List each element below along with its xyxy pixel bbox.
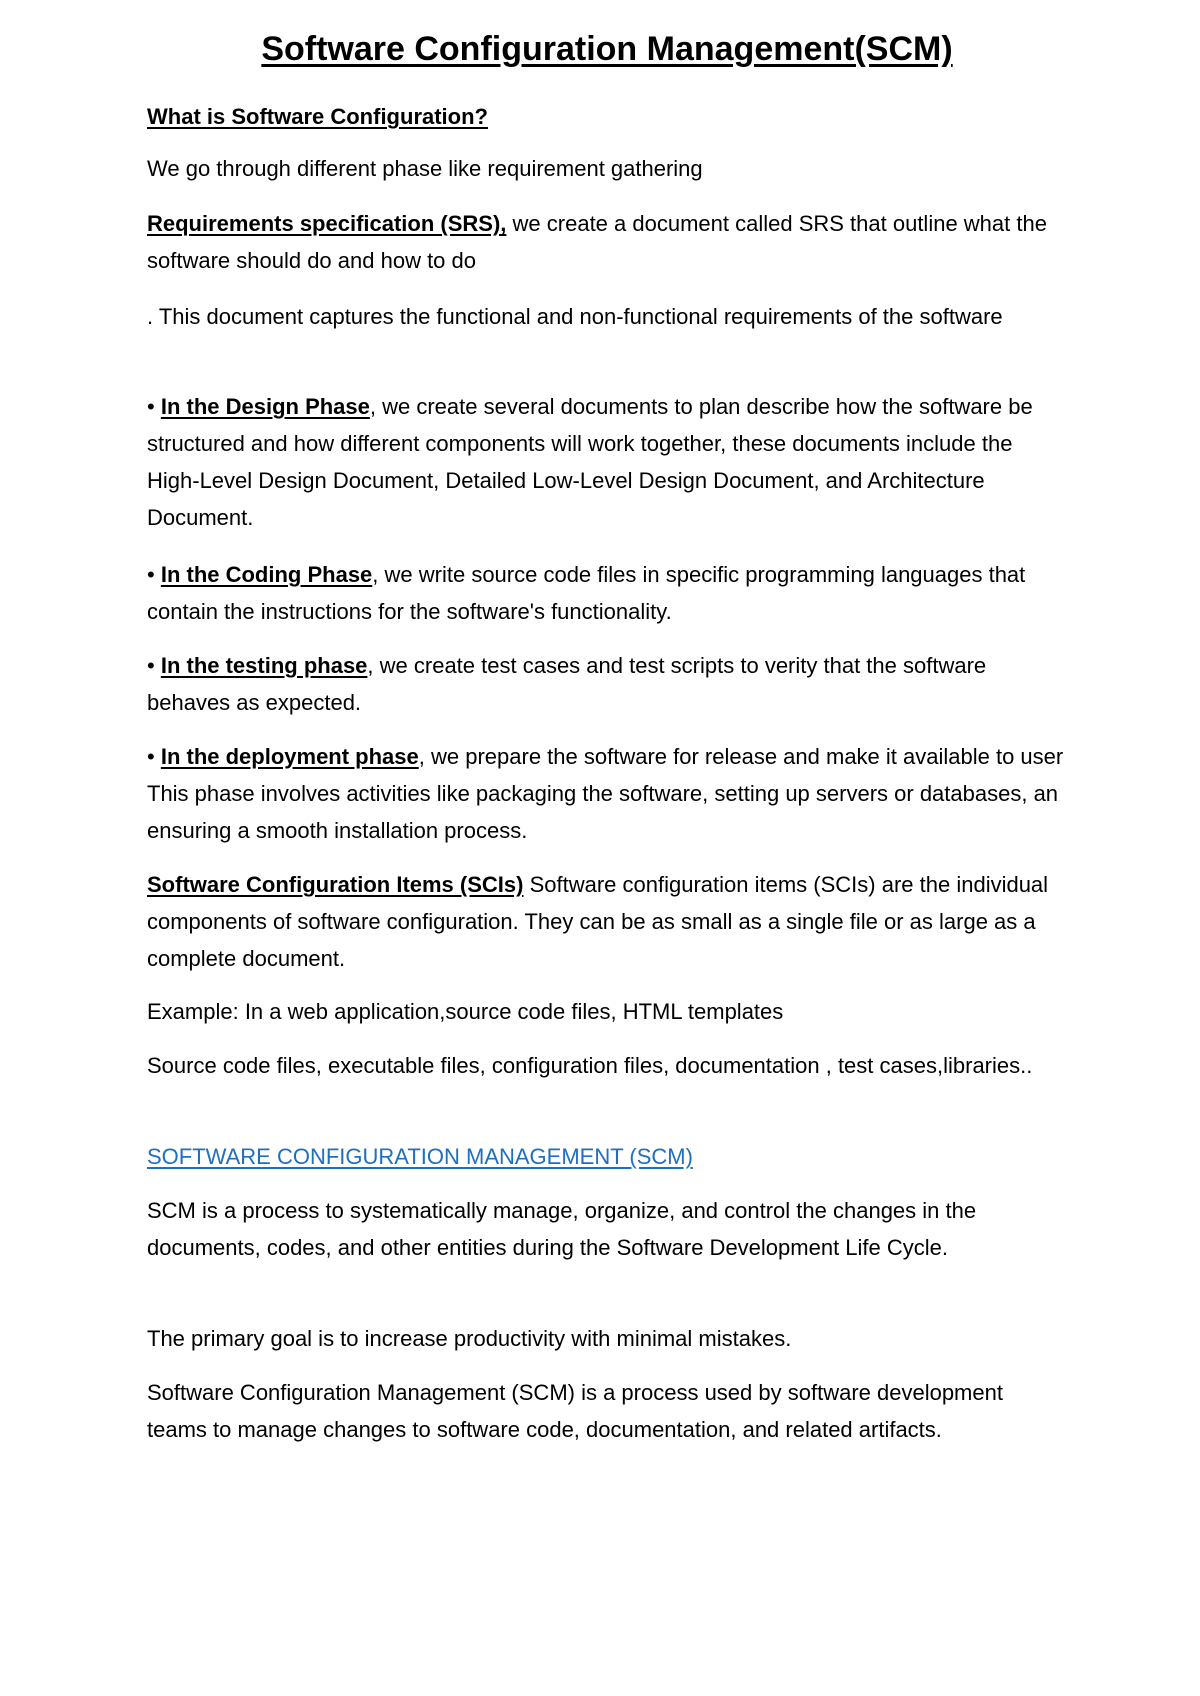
deployment-phase-text: , we prepare the software for release and make it available to user This phase involves activities like packaging the software, setting up servers or databases, an ensuring a smooth installation process.: [147, 744, 1064, 843]
sci-paragraph: [147, 866, 1067, 977]
testing-phase-text: , we create test cases and test scripts to verity that the software behaves as expected.: [147, 653, 987, 715]
scm-heading-paragraph: [147, 1138, 1067, 1175]
bullet: •: [147, 653, 161, 678]
page-title: Software Configuration Management(SCM): [261, 30, 953, 68]
sources-paragraph: Source code files, executable files, configuration files, documentation , test cases,libraries..: [147, 1053, 1033, 1078]
deployment-phase-label: In the deployment phase: [160, 744, 419, 769]
question-heading: What is Software Configuration?: [147, 104, 488, 129]
bullet: •: [147, 394, 161, 419]
scm-definition-paragraph: SCM is a process to systematically manage, organize, and control the changes in the documents, codes, and other entities during the Software Development Life Cycle.: [147, 1198, 977, 1260]
srs-paragraph: [147, 205, 1067, 279]
goal-paragraph: The primary goal is to increase productivity with minimal mistakes.: [147, 1326, 792, 1351]
intro-paragraph: We go through different phase like requirement gathering: [147, 156, 703, 181]
srs-note-paragraph: . This document captures the functional and non-functional requirements of the software: [147, 304, 1003, 329]
sci-label: Software Configuration Items (SCIs): [147, 872, 524, 897]
design-phase-paragraph: [147, 388, 1067, 536]
coding-phase-label: In the Coding Phase: [160, 562, 373, 587]
scm-heading-link[interactable]: SOFTWARE CONFIGURATION MANAGEMENT (SCM): [147, 1144, 693, 1169]
deployment-phase-paragraph: [147, 738, 1067, 849]
testing-phase-label: In the testing phase: [160, 653, 368, 678]
example-paragraph: Example: In a web application,source code files, HTML templates: [147, 999, 784, 1024]
question-heading-paragraph: [147, 98, 1067, 135]
bullet: •: [147, 744, 161, 769]
srs-text: we create a document called SRS that outline what the software should do and how to do: [147, 211, 1047, 273]
bullet: •: [147, 562, 161, 587]
scm-description-paragraph: Software Configuration Management (SCM) is a process used by software development teams to manage changes to software code, documentation, and related artifacts.: [147, 1380, 1003, 1442]
sci-text: Software configuration items (SCIs) are the individual components of software configuration. They can be as small as a single file or as large as a complete document.: [147, 872, 1049, 971]
design-phase-label: In the Design Phase: [160, 394, 370, 419]
design-phase-text: , we create several documents to plan describe how the software be structured and how different components will work together, these documents include the High-Level Design Document, Detailed Low-Level Design Document, and Architecture Document.: [147, 394, 1033, 530]
testing-phase-paragraph: [147, 647, 1067, 721]
coding-phase-paragraph: [147, 556, 1067, 630]
srs-label: Requirements specification (SRS),: [147, 211, 507, 236]
coding-phase-text: , we write source code files in specific programming languages that contain the instructions for the software's functionality.: [147, 562, 1026, 624]
